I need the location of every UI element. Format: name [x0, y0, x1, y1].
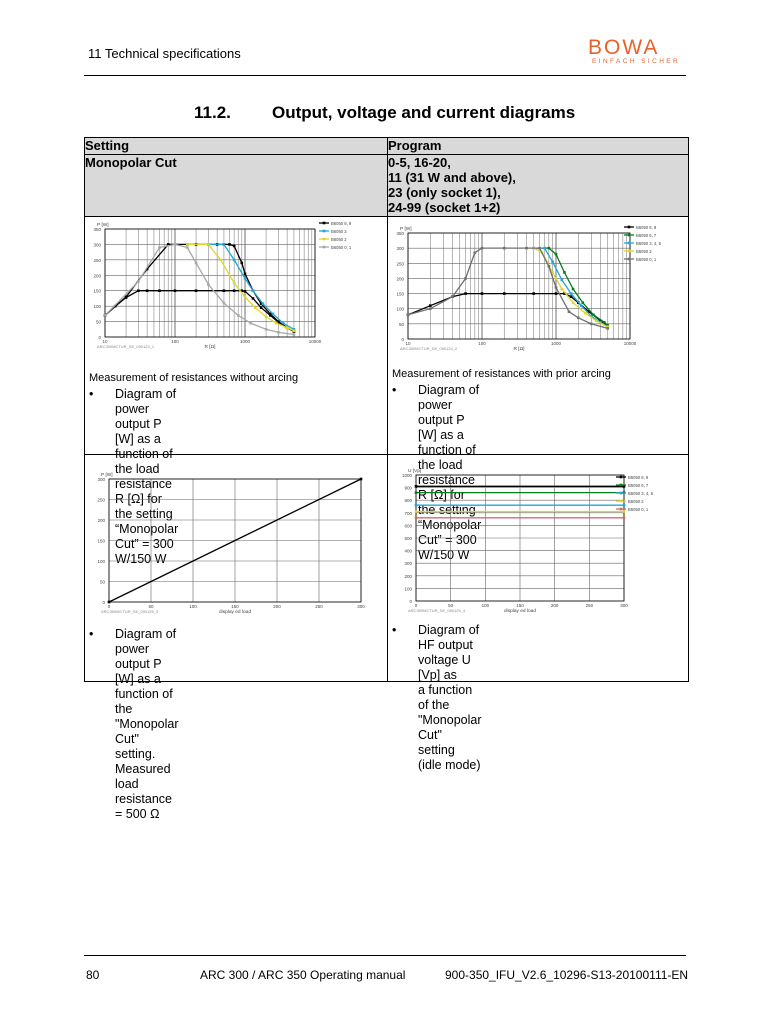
source-label: ARC350MCTUR_SE_090125_3: [101, 609, 159, 614]
x-tick-label: 100: [478, 341, 486, 346]
data-point: [415, 517, 418, 520]
y-tick-label: 150: [93, 288, 101, 294]
data-point: [244, 296, 247, 299]
y-tick-label: 250: [93, 257, 101, 263]
data-point: [244, 272, 247, 275]
data-point: [207, 283, 210, 286]
data-point: [252, 297, 255, 300]
legend-label: B6050 0, 1: [636, 256, 657, 262]
y-tick-label: 250: [97, 497, 105, 503]
data-point: [237, 314, 240, 317]
data-point: [286, 326, 289, 329]
y-tick-label: 200: [93, 273, 101, 279]
bullet-dot: •: [89, 387, 94, 401]
data-point: [584, 312, 587, 315]
x-tick-label: 0: [107, 604, 111, 609]
legend-label: B6050 8, 9: [636, 224, 657, 230]
power-vs-setting-chart: [85, 455, 388, 615]
legend-marker: [323, 238, 326, 241]
legend-label: B6050 6, 7: [636, 232, 657, 238]
chart-2-caption: Measurement of resistances with prior arcing: [392, 368, 611, 380]
x-tick-label: 10000: [623, 341, 637, 346]
data-point: [195, 289, 198, 292]
y-tick-label: 350: [93, 227, 101, 232]
data-point: [108, 601, 111, 604]
data-point: [481, 247, 484, 250]
x-tick-label: 150: [231, 604, 239, 609]
series-line: [105, 244, 294, 331]
cell-chart-3: [85, 455, 388, 821]
program-value: [388, 155, 689, 217]
legend-marker: [628, 250, 631, 253]
data-point: [223, 243, 226, 246]
y-tick-label: 0: [401, 337, 404, 342]
data-point: [407, 313, 410, 316]
data-point: [623, 504, 626, 507]
program-line: 23 (only socket 1),: [388, 185, 501, 200]
data-point: [606, 327, 609, 330]
y-tick-label: 150: [97, 538, 105, 544]
legend-marker: [620, 476, 623, 479]
bowa-logo: [588, 36, 686, 66]
data-point: [158, 246, 161, 249]
legend-label: B6050 2: [331, 236, 347, 242]
x-tick-label: 10: [102, 339, 108, 344]
legend-label: B6050 8, 9: [628, 474, 649, 480]
desc-line: function of the load resistance R [Ω] for: [418, 443, 476, 502]
data-point: [429, 307, 432, 310]
data-point: [254, 306, 257, 309]
data-point: [137, 289, 140, 292]
cell-chart-1: [85, 217, 388, 566]
data-point: [240, 262, 243, 265]
legend-marker: [628, 234, 631, 237]
y-tick-label: 300: [93, 242, 101, 248]
data-point: [262, 302, 265, 305]
document-id: 900-350_IFU_V2.6_10296-S13-20100111-EN: [445, 968, 689, 982]
x-tick-label: 10000: [308, 339, 322, 344]
y-tick-label: 100: [97, 559, 105, 564]
data-point: [415, 504, 418, 507]
data-point: [265, 316, 268, 319]
data-point: [244, 290, 247, 293]
y-tick-label: 350: [396, 231, 404, 236]
legend-label: B6050 8, 9: [331, 220, 352, 226]
section-number: 11.2.: [194, 103, 231, 122]
data-point: [538, 247, 541, 250]
plot-frame: [408, 233, 630, 339]
data-point: [228, 243, 231, 246]
legend-label: B6050 0, 1: [331, 244, 352, 250]
data-point: [174, 243, 177, 246]
program-line: 24-99 (socket 1+2): [388, 200, 501, 215]
data-point: [570, 292, 573, 295]
data-point: [219, 259, 222, 262]
x-tick-label: 300: [620, 603, 628, 608]
data-point: [503, 247, 506, 250]
legend-marker: [323, 230, 326, 233]
data-point: [577, 317, 580, 320]
legend-marker: [620, 484, 623, 487]
data-point: [146, 289, 149, 292]
data-point: [532, 292, 535, 295]
y-tick-label: 200: [97, 518, 105, 523]
x-tick-label: 200: [550, 603, 559, 608]
x-tick-label: 0: [414, 603, 418, 608]
source-label: ARC350MCTUR_SE_090124_1: [97, 344, 155, 349]
data-point: [186, 246, 189, 249]
x-axis-label: display ed load: [503, 609, 537, 614]
x-tick-label: 300: [357, 604, 365, 609]
data-point: [572, 301, 575, 304]
desc-line: W/150 W: [418, 548, 470, 562]
data-point: [623, 517, 626, 520]
x-tick-label: 50: [148, 604, 154, 609]
col-header-program: Program: [388, 138, 689, 155]
y-tick-label: 100: [404, 586, 412, 592]
desc-line: function of the "Monopolar Cut" setting.: [115, 687, 179, 761]
legend-marker: [628, 226, 631, 229]
y-tick-label: 900: [404, 485, 412, 491]
data-point: [207, 243, 210, 246]
data-point: [572, 288, 575, 291]
logo-tagline: EINFACH SICHER: [592, 58, 681, 65]
legend-marker: [323, 246, 326, 249]
desc-line: W/150 W: [115, 552, 167, 566]
desc-line: Measured load resistance = 500 Ω: [115, 762, 172, 821]
y-tick-label: 50: [95, 319, 101, 325]
x-axis-label: display ed load: [218, 610, 252, 615]
series-line: [408, 248, 608, 328]
data-point: [543, 247, 546, 250]
data-point: [451, 295, 454, 298]
data-point: [603, 321, 606, 324]
data-point: [464, 277, 467, 280]
data-point: [223, 289, 226, 292]
data-point: [415, 510, 418, 513]
data-point: [260, 306, 263, 309]
x-tick-label: 100: [189, 604, 197, 609]
x-tick-label: 150: [516, 603, 524, 608]
data-point: [275, 322, 278, 325]
x-tick-label: 250: [585, 603, 594, 608]
data-point: [481, 292, 484, 295]
data-point: [568, 310, 571, 313]
section-title: Output, voltage and current diagrams: [272, 103, 576, 122]
power-vs-resistance-chart-no-arcing: [85, 217, 388, 367]
data-point: [590, 323, 593, 326]
x-tick-label: 100: [481, 603, 490, 608]
data-point: [233, 259, 236, 262]
data-point: [249, 322, 252, 325]
y-tick-label: 100: [93, 304, 101, 310]
data-point: [233, 289, 236, 292]
setting-value: Monopolar Cut: [85, 155, 388, 217]
data-point: [244, 277, 247, 280]
data-point: [548, 265, 551, 268]
data-point: [548, 247, 551, 250]
program-line: 11 (31 W and above),: [388, 170, 516, 185]
desc-line: setting (idle mode): [418, 743, 481, 772]
y-tick-label: 0: [409, 599, 412, 604]
data-point: [581, 301, 584, 304]
bullet-dot: •: [392, 623, 397, 637]
legend-label: B6050 6, 7: [628, 482, 649, 488]
desc-line: the setting “Monopolar Cut” = 300: [115, 507, 179, 551]
header-section: 11 Technical specifications: [88, 46, 241, 61]
y-tick-label: 250: [396, 261, 404, 267]
data-point: [223, 302, 226, 305]
data-point: [561, 288, 564, 291]
spec-table: [84, 137, 689, 821]
cell-chart-4: [388, 455, 689, 772]
x-axis-label: R [Ω]: [513, 347, 525, 352]
program-line: 0-5, 16-20,: [388, 155, 451, 170]
data-point: [272, 313, 275, 316]
bullet-dot: •: [89, 627, 94, 641]
data-point: [464, 292, 467, 295]
data-point: [137, 280, 140, 283]
legend-label: B6050 2: [636, 248, 652, 254]
data-point: [293, 330, 296, 333]
legend-label: B6050 2: [628, 498, 644, 504]
desc-line: Diagram of power output P [W] as a: [115, 627, 177, 686]
y-tick-label: 800: [404, 498, 412, 504]
data-point: [555, 286, 558, 289]
x-tick-label: 10: [405, 341, 411, 346]
y-tick-label: 300: [404, 561, 412, 567]
y-tick-label: 500: [404, 536, 412, 541]
legend-marker: [620, 508, 623, 511]
data-point: [195, 262, 198, 265]
data-point: [360, 478, 363, 481]
desc-line: a function of the "Monopolar Cut": [418, 683, 482, 742]
series-line: [105, 244, 294, 334]
page-number: 80: [86, 968, 100, 982]
legend-label: B6050 0, 1: [628, 506, 649, 512]
legend-label: B6050 3, 4, 5: [636, 240, 661, 246]
legend-marker: [323, 222, 326, 225]
data-point: [555, 292, 558, 295]
legend-marker: [620, 492, 623, 495]
data-point: [158, 289, 161, 292]
data-point: [233, 282, 236, 285]
logo-wordmark: BOWA: [588, 36, 660, 59]
x-tick-label: 250: [315, 604, 323, 609]
y-tick-label: 400: [404, 548, 412, 554]
data-point: [277, 331, 280, 334]
y-tick-label: 200: [396, 276, 404, 282]
y-tick-label: 150: [396, 291, 404, 297]
y-tick-label: 300: [97, 477, 105, 482]
data-point: [415, 485, 418, 488]
data-point: [252, 289, 255, 292]
data-point: [293, 333, 296, 336]
data-point: [265, 328, 268, 331]
y-axis-label: P [W]: [97, 223, 109, 228]
x-tick-label: 1000: [550, 341, 562, 346]
col-header-setting: Setting: [85, 138, 388, 155]
y-tick-label: 0: [102, 600, 105, 605]
data-point: [503, 292, 506, 295]
y-tick-label: 50: [99, 579, 105, 585]
series-line: [408, 294, 608, 327]
manual-title: ARC 300 / ARC 350 Operating manual: [200, 968, 406, 982]
y-tick-label: 600: [404, 523, 412, 529]
data-point: [282, 322, 285, 325]
data-point: [474, 251, 477, 254]
data-point: [595, 320, 598, 323]
data-point: [580, 304, 583, 307]
chart-1-caption: Measurement of resistances without arcing: [89, 372, 299, 384]
y-axis-label: P [W]: [400, 227, 412, 232]
y-tick-label: 50: [398, 321, 404, 327]
x-tick-label: 200: [273, 604, 281, 609]
x-tick-label: 100: [171, 339, 179, 344]
footer-divider: [84, 955, 686, 956]
data-point: [125, 296, 128, 299]
data-point: [525, 247, 528, 250]
y-tick-label: 300: [396, 246, 404, 252]
legend-marker: [620, 500, 623, 503]
desc-line: function of the load resistance R [Ω] for: [115, 447, 173, 506]
desc-line: Diagram of power output P [W] as a: [115, 387, 177, 446]
power-vs-resistance-chart-prior-arcing: [388, 217, 689, 367]
y-tick-label: 700: [404, 510, 412, 516]
data-point: [429, 304, 432, 307]
x-tick-label: 1000: [239, 339, 251, 344]
data-point: [415, 491, 418, 494]
source-label: ARC350MCTUR_SE_090124_2: [400, 346, 458, 351]
x-tick-label: 50: [448, 603, 454, 608]
y-tick-label: 1000: [401, 473, 412, 478]
desc-line: Diagram of HF output voltage U [Vp] as: [418, 623, 480, 682]
series-line: [105, 291, 294, 332]
data-point: [186, 243, 189, 246]
legend-label: B6050 3, 4, 5: [628, 490, 653, 496]
desc-line: Diagram of power output P [W] as a: [418, 383, 480, 442]
data-point: [104, 314, 107, 317]
y-axis-label: P [W]: [101, 473, 113, 478]
y-axis-label: U [Vp]: [408, 469, 422, 474]
data-point: [561, 279, 564, 282]
legend-marker: [628, 242, 631, 245]
data-point: [623, 510, 626, 513]
voltage-vs-setting-chart: [388, 455, 689, 615]
source-label: ARC350MCTUR_SE_090125_4: [408, 608, 466, 613]
y-tick-label: 200: [404, 573, 412, 579]
bullet-dot: •: [392, 383, 397, 397]
data-point: [233, 245, 236, 248]
header-divider: [84, 75, 686, 76]
x-axis-label: R [Ω]: [204, 345, 216, 350]
y-tick-label: 100: [396, 306, 404, 312]
y-tick-label: 0: [98, 335, 101, 340]
data-point: [551, 260, 554, 263]
data-point: [555, 253, 558, 256]
legend-label: B6050 3: [331, 228, 347, 234]
data-point: [563, 271, 566, 274]
legend-marker: [628, 258, 631, 261]
data-point: [174, 289, 177, 292]
desc-line: the setting “Monopolar Cut” = 300: [418, 503, 482, 547]
